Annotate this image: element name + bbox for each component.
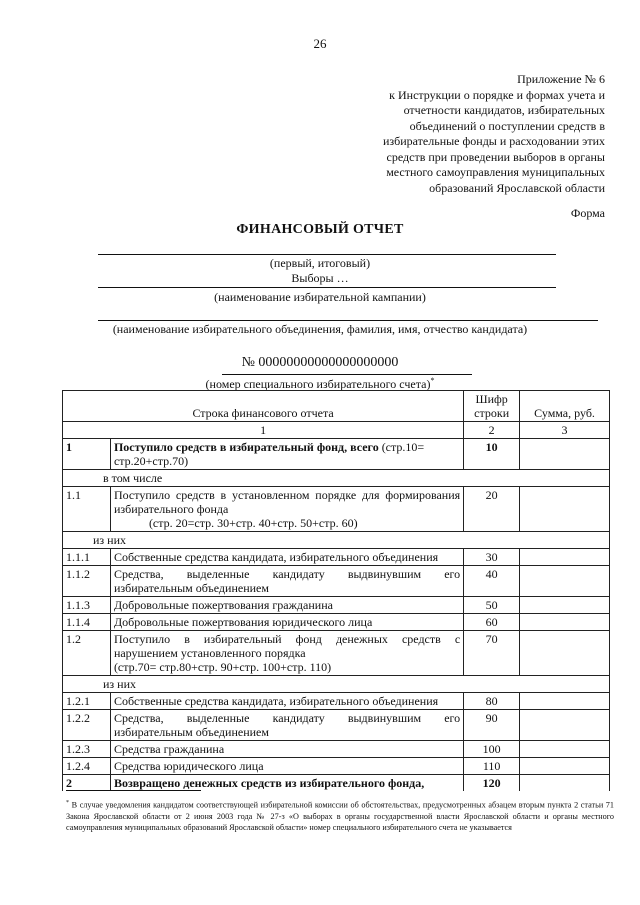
row-text: Собственные средства кандидата, избирательного объединения [110, 549, 463, 566]
row-text: Средства юридического лица [110, 758, 463, 775]
candidate-caption: (наименование избирательного объединения, фамилия, имя, отчество кандидата) [112, 322, 528, 336]
row-number: 1.2.2 [63, 710, 111, 741]
table-header-row [63, 391, 610, 422]
section-label: из них [63, 532, 610, 549]
footnote-mark: * [430, 376, 435, 385]
row-code: 40 [464, 566, 520, 597]
table-row [63, 439, 610, 470]
row-text [110, 487, 463, 532]
section-row [63, 676, 610, 693]
row-sum[interactable] [520, 597, 610, 614]
row-sum[interactable] [520, 693, 610, 710]
footnote-mark: * [66, 800, 69, 806]
appendix-line: объединений о поступлении средств в [409, 118, 605, 133]
row-text-main: Поступило средств в установленном порядке для формирования избирательного фонда [113, 488, 461, 516]
appendix-line: образований Ярославской области [429, 180, 605, 195]
section-row [63, 532, 610, 549]
row-number: 1.1.1 [63, 549, 111, 566]
row-code: 10 [464, 439, 520, 470]
row-formula: (стр.70= стр.80+стр. 90+стр. 100+стр. 110) [113, 660, 332, 674]
row-code: 50 [464, 597, 520, 614]
table-row [63, 487, 610, 532]
table-row [63, 597, 610, 614]
table-row [63, 693, 610, 710]
campaign-caption: (наименование избирательной кампании) [214, 290, 426, 304]
row-text-extra: (стр.10= стр.20+стр.70) [113, 440, 425, 468]
section-label: в том числе [63, 470, 610, 487]
row-text [110, 439, 463, 470]
candidate-line [98, 320, 598, 321]
page-number: 26 [313, 36, 327, 51]
header-number-3: 3 [520, 422, 610, 439]
report-kind-line [98, 254, 556, 255]
row-code: 60 [464, 614, 520, 631]
row-text [110, 631, 463, 676]
table-row [63, 710, 610, 741]
row-code: 20 [464, 487, 520, 532]
row-sum[interactable] [520, 775, 610, 792]
table-row [63, 775, 610, 792]
appendix-line: отчетности кандидатов, избирательных [403, 103, 605, 117]
appendix-line: к Инструкции о порядке и формах учета и [389, 87, 605, 102]
section-row [63, 470, 610, 487]
row-text-bold: Поступило средств в избирательный фонд, всего [113, 440, 379, 454]
appendix-line: местного самоуправления муниципальных [386, 165, 605, 179]
row-number: 1.1.2 [63, 566, 111, 597]
campaign-line [98, 287, 556, 288]
row-text: Средства гражданина [110, 741, 463, 758]
form-label: Форма [570, 206, 605, 220]
row-number: 1.1.4 [63, 614, 111, 631]
account-line [222, 374, 472, 375]
row-number: 2 [63, 775, 111, 792]
row-number: 1.1.3 [63, 597, 111, 614]
report-kind-caption: (первый, итоговый) [269, 256, 371, 270]
row-code: 110 [464, 758, 520, 775]
appendix-line: избирательные фонды и расходовании этих [382, 134, 605, 148]
section-label: из них [63, 676, 610, 693]
header-row-label: Строка финансового отчета [63, 391, 464, 422]
row-code: 30 [464, 549, 520, 566]
financial-report-table [62, 390, 610, 791]
footnote-text: В случае уведомления кандидатом соответствующей избирательной комиссии об обстоятельствах, предусмотренных абзацем вторым пункта 2 статьи 71 Закона Ярославской области от 2 июня 2003 года № 27-з «О выборах в органы государственной власти Ярославской области и органы местного самоуправления муниципальных образований Ярославской области» номер специального избирательного счета не указывается [66, 800, 614, 832]
row-text: Добровольные пожертвования гражданина [110, 597, 463, 614]
row-number: 1 [63, 439, 111, 470]
footnote-divider [66, 790, 201, 791]
appendix-line: средств при проведении выборов в органы [386, 149, 605, 164]
elections-text: Выборы … [291, 271, 349, 285]
row-number: 1.2.1 [63, 693, 111, 710]
table-row [63, 631, 610, 676]
row-sum[interactable] [520, 487, 610, 532]
table-row [63, 614, 610, 631]
row-text: Добровольные пожертвования юридического лица [110, 614, 463, 631]
table-header-numbers [63, 422, 610, 439]
row-sum[interactable] [520, 631, 610, 676]
row-text: Собственные средства кандидата, избирательного объединения [110, 693, 463, 710]
row-sum[interactable] [520, 710, 610, 741]
header-number-2: 2 [464, 422, 520, 439]
row-text: Средства, выделенные кандидату выдвинувшим его избирательным объединением [110, 566, 463, 597]
header-code: Шифр строки [464, 391, 520, 422]
row-text: Возвращено денежных средств из избирательного фонда, [110, 775, 463, 792]
row-text: Средства, выделенные кандидату выдвинувшим его избирательным объединением [110, 710, 463, 741]
row-code: 90 [464, 710, 520, 741]
table-row [63, 566, 610, 597]
row-text-main: Поступило в избирательный фонд денежных средств с нарушением установленного порядка [113, 632, 461, 660]
footnote [66, 798, 614, 833]
row-number: 1.1 [63, 487, 111, 532]
account-number: № 00000000000000000000 [241, 355, 399, 370]
row-sum[interactable] [520, 758, 610, 775]
row-formula: (стр. 20=стр. 30+стр. 40+стр. 50+стр. 60) [148, 516, 358, 530]
row-code: 70 [464, 631, 520, 676]
table-row [63, 758, 610, 775]
table-row [63, 741, 610, 758]
row-sum[interactable] [520, 566, 610, 597]
row-sum[interactable] [520, 614, 610, 631]
header-number-1: 1 [63, 422, 464, 439]
row-code: 120 [464, 775, 520, 792]
row-code: 100 [464, 741, 520, 758]
row-sum[interactable] [520, 741, 610, 758]
header-sum: Сумма, руб. [520, 391, 610, 422]
account-caption-text: (номер специального избирательного счета) [205, 377, 431, 391]
appendix-reference [325, 72, 605, 196]
row-sum[interactable] [520, 439, 610, 470]
row-number: 1.2.4 [63, 758, 111, 775]
row-code: 80 [464, 693, 520, 710]
table-row [63, 549, 610, 566]
appendix-line: Приложение № 6 [517, 72, 605, 86]
row-sum[interactable] [520, 549, 610, 566]
row-number: 1.2 [63, 631, 111, 676]
row-number: 1.2.3 [63, 741, 111, 758]
document-title: ФИНАНСОВЫЙ ОТЧЕТ [236, 222, 404, 237]
